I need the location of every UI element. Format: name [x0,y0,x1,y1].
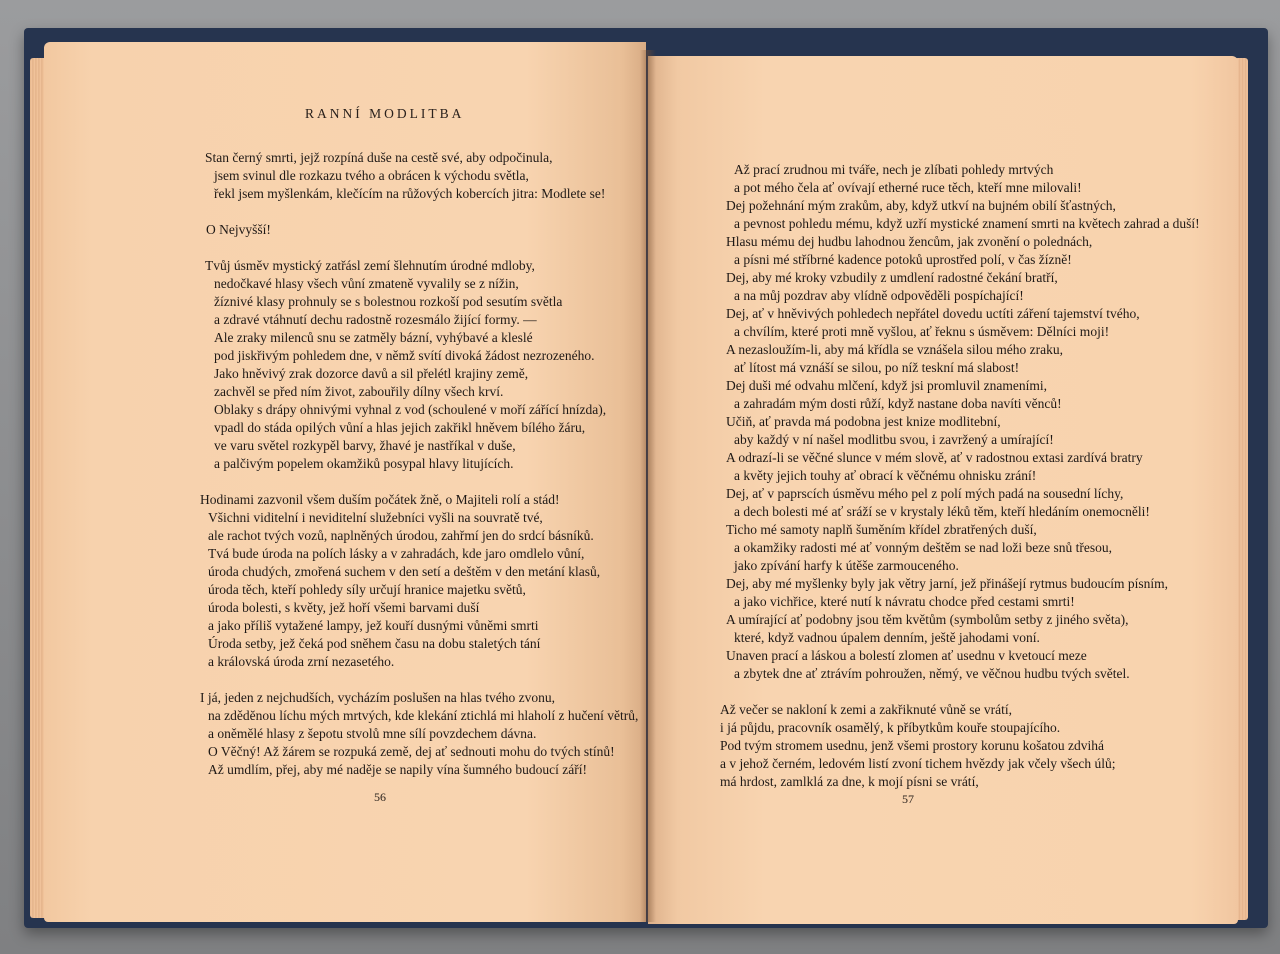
poem-line: žíznivé klasy prohnuly se s bolestnou rozkoší pod sesutím světla [214,294,563,309]
poem-line: a květy jejich touhy ať obrací k věčnému ohnisku zrání! [734,468,1037,483]
poem-line: pod jiskřivým pohledem dne, v němž svítí divoká žádost nezrozeného. [214,348,595,363]
poem-line: O Nejvyšší! [206,222,271,237]
poem-line: Unaven prací a láskou a bolestí zlomen ať usednu v kvetoucí meze [726,648,1087,663]
poem-line: Oblaky s drápy ohnivými vyhnal z vod (schoulené v moří zářící hnízda), [214,402,607,417]
poem-line: Hlasu mému dej hudbu lahodnou žencům, jak zvonění o polednách, [726,234,1093,249]
poem-line: Jako hněvivý zrak dozorce davů a sil přelétl krajiny země, [214,366,529,381]
poem-line: nedočkavé hlasy všech vůní zmateně vyvalily se z nížin, [214,276,519,291]
poem-line: Tvůj úsměv mystický zatřásl zemí šlehnutím úrodné mdloby, [205,258,535,273]
poem-line: jako zpívání harfy k útěše zarmouceného. [734,558,959,573]
poem-line: úroda chudých, zmořená suchem v den setí a deštěm v den metání klasů, [208,564,601,579]
poem-line: a pot mého čela ať ovívají etherné ruce těch, kteří mne milovali! [734,180,1082,195]
poem-line: Úroda setby, jež čeká pod sněhem času na dobu staletých tání [208,636,541,651]
poem-line: a oněmělé hlasy z šepotu stvolů mne sílí povzdechem dávna. [208,726,537,741]
poem-line: vpadl do stáda opilých vůní a hlas jejich zakřikl hněvem bílého žáru, [214,420,586,435]
poem-line: a písni mé stříbrné kadence potoků uprostřed polí, v čas žízně! [734,252,1072,267]
page-number-left: 56 [374,790,386,804]
poem-line: a na můj pozdrav aby vlídně odpověděli pospíchající! [734,288,1024,303]
book-gutter [640,50,656,922]
poem-line: Dej, ať v hněvivých pohledech nepřátel dovedu uctíti záření tajemství tvého, [726,306,1140,321]
poem-line: Všichni viditelní i neviditelní služebníci vyšli na souvratě tvé, [208,510,543,525]
poem-line: O Věčný! Až žárem se rozpuká země, dej ať sednouti mohu do tvých stínů! [208,744,615,759]
poem-line: a jako příliš vytažené lampy, jež kouří dusnými vůněmi smrti [208,618,539,633]
poem-line: na zdědĕnou líchu mých mrtvých, kde klekání ztichlá mi hlaholí z hučení větrů, [208,708,639,723]
poem-line: a jako vichřice, které nutí k návratu chodce před cestami smrti! [734,594,1075,609]
poem-line: ať lítost má vznáší se silou, po níž teskní má slabost! [734,360,1020,375]
poem-line: Dej, ať v paprscích úsměvu mého pel z polí mých padá na sousední líchy, [726,486,1124,501]
poem-line: i já půjdu, pracovník osamělý, k příbytkům kouře stoupajícího. [720,720,1061,735]
poem-line: Dej duši mé odvahu mlčení, když jsi promluvil znameními, [726,378,1047,393]
poem-line: Pod tvým stromem usednu, jenž všemi prostory korunu košatou zdvihá [720,738,1104,753]
poem-line: a královská úroda zrní nezasetého. [208,654,395,669]
poem-line: a zahradám mým dosti růží, když nastane doba navíti věnců! [734,396,1062,411]
poem-line: I já, jeden z nejchudších, vycházím poslušen na hlas tvého zvonu, [200,690,556,705]
poem-line: Dej, aby mé kroky vzbudily z umdlení radostné čekání bratří, [726,270,1058,285]
poem-line: Až večer se nakloní k zemi a zakřiknuté vůně se vrátí, [720,702,1013,717]
poem-line: Učiň, ať pravda má podobna jest knize modlitební, [726,414,1001,429]
poem-line: Ticho mé samoty naplň šuměním křídel zbratřených duší, [726,522,1037,537]
poem-line: A nezasloužím-li, aby má křídla se vznášela silou mého zraku, [726,342,1064,357]
poem-line: a zbytek dne ať ztrávím pohroužen, němý, ve věčnou hudbu tvých světel. [734,666,1130,681]
page-title: RANNÍ MODLITBA [305,106,465,121]
page-number-right: 57 [902,792,914,806]
poem-line: Tvá bude úroda na polích lásky a v zahradách, kde jaro omdlelo vůní, [208,546,585,561]
poem-line: a chvílím, které proti mně vyšlou, ať řeknu s úsměvem: Dělníci moji! [734,324,1110,339]
poem-line: A odrazí-li se věčné slunce v mém slově, ať v radostnou extasi zardívá bratry [726,450,1143,465]
poem-line: ale rachot tvých vozů, naplněných úrodou, zahřmí jen do srdcí básníků. [208,528,594,543]
poem-line: zachvěl se před ním život, zabouřily dílny všech krví. [214,384,504,399]
poem-line: řekl jsem myšlenkám, klečícím na růžových kobercích jitra: Modlete se! [214,186,606,201]
poem-line: Až umdlím, přej, aby mé naděje se napily vína šumného budoucí září! [208,762,588,777]
poem-line: ve varu světel rozkypěl barvy, žhavé je nastříkal v duše, [214,438,516,453]
poem-line: a okamžiky radosti mé ať vonným deštěm se nad loži beze snů třesou, [734,540,1113,555]
poem-line: Až prací zrudnou mi tváře, nech je zlíbati pohledy mrtvých [734,162,1054,177]
poem-line: Dej požehnání mým zrakům, aby, když utkví na bujném obilí šťastných, [726,198,1116,213]
poem-line: úroda těch, kteří pohledy síly určují hranice majetku světů, [208,582,526,597]
poem-line: aby každý v ní našel modlitbu svou, i zavržený a umírající! [734,432,1054,447]
poem-line: má hrdost, zamlklá za dne, k mojí písni se vrátí, [720,774,979,789]
poem-line: které, když vadnou úpalem denním, ještě jahodami voní. [734,630,1040,645]
poem-line: Stan černý smrti, jejž rozpíná duše na cestě své, aby odpočinula, [205,150,553,165]
poem-line: a zdravé vtáhnutí dechu radostně rozesmálo žijící formy. — [214,312,537,327]
poem-line: a dech bolesti mé ať sráží se v krystaly léků těm, kteří hledáním onemocnělі! [734,504,1150,519]
poem-line: a pevnost pohledu mému, když uzří mystické znamení smrti na květech zahrad a duší! [734,216,1200,231]
poem-line: jsem svinul dle rozkazu tvého a obrácen k východu světla, [214,168,529,183]
poem-line: úroda bolesti, s květy, jež hoří všemi barvami duší [208,600,480,615]
poem-line: a v jehož černém, ledovém listí zvoní tichem hvězdy jak včely všech úlů; [720,756,1116,771]
poem-line: Ale zraky milenců snu se zatměly bázní, vyhýbavé a kleslé [214,330,533,345]
poem-line: A umírající ať podobny jsou těm květům (symbolům setby z jiného světa), [726,612,1129,627]
poem-line: a palčivým popelem okamžiků posypal hlavy litujících. [214,456,514,471]
poem-line: Dej, aby mé myšlenky byly jak větry jarní, jež přinášejí rytmus budoucím písním, [726,576,1169,591]
poem-line: Hodinami zazvonil všem duším počátek žně, o Majiteli rolí a stád! [200,492,560,507]
